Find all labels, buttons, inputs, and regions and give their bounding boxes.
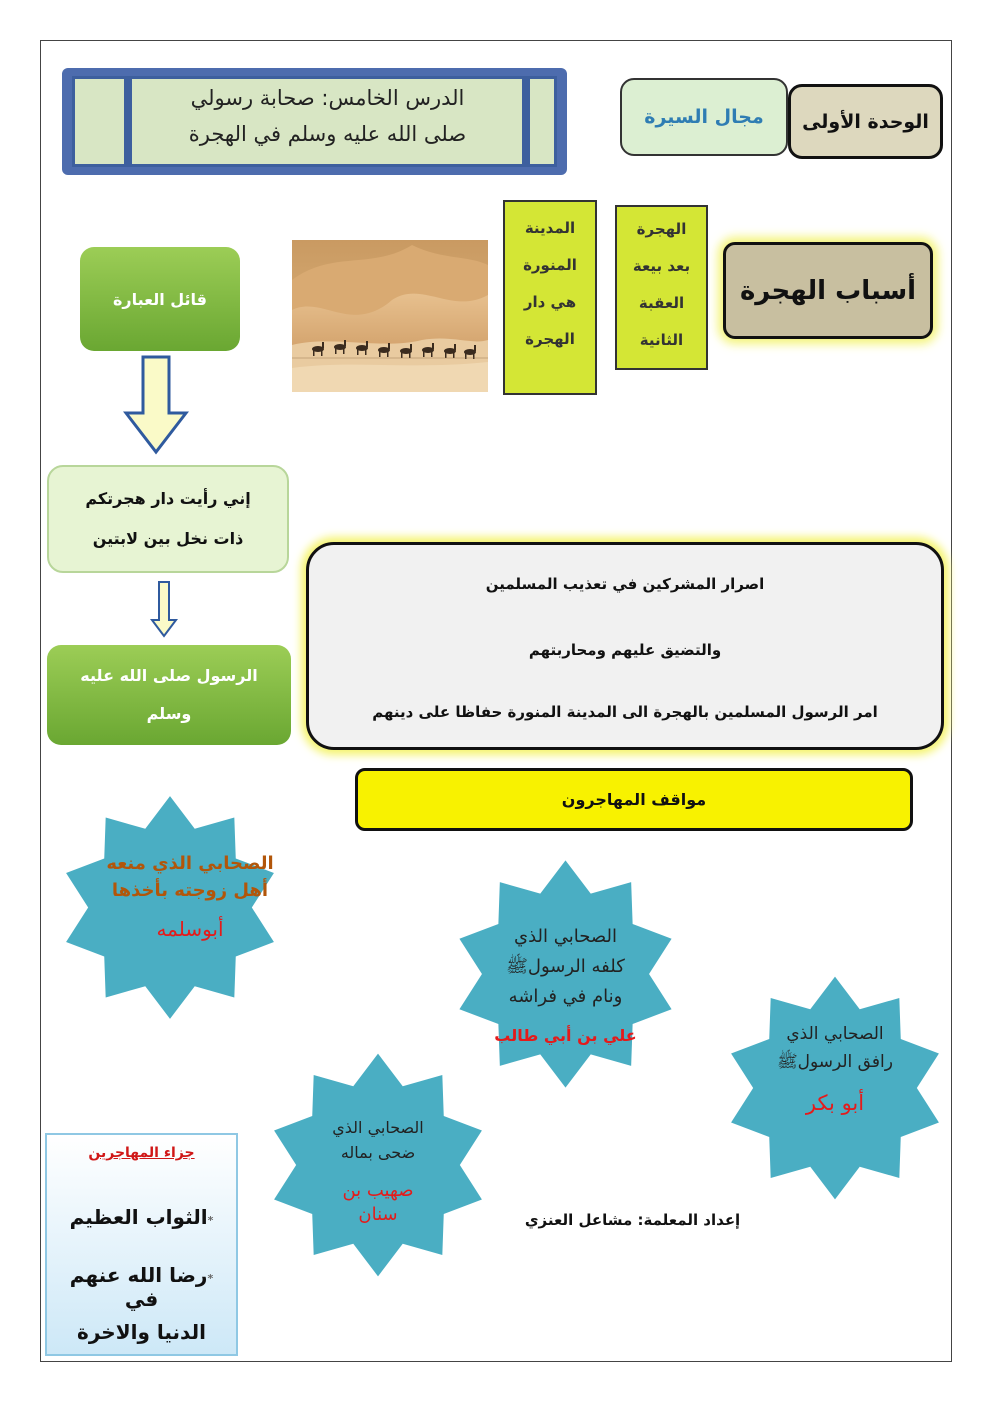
reason-box-madinah-line: الهجرة [525,330,575,348]
companion-suhaib-question: الصحابي الذي [332,1118,424,1137]
cause-item: اصرار المشركين في تعذيب المسلمين [485,575,765,593]
reason-box-aqaba-line: العقبة [638,294,685,312]
positions-title: مواقف المهاجرون [355,768,913,831]
quote-line1: إني رأيت دار هجرتكم [85,489,251,508]
reward-line2: رضا الله عنهم في [69,1263,208,1311]
quote-box [47,465,289,573]
causes-panel [306,542,944,750]
reasons-title: أسباب الهجرة [723,242,933,339]
companion-abubakr-question: رافق الرسولﷺ [777,1052,893,1072]
companion-wife [85,850,295,943]
quote-line2: ذات نخل بين لابتين [92,529,244,548]
companion-ali-question: ونام في فراشه [508,986,623,1007]
reward-title: جزاء المهاجرين [88,1145,195,1161]
reward-line3: الدنيا والاخرة [77,1320,206,1344]
reason-box-aqaba [615,205,708,370]
field-label: مجال السيرة [620,78,788,156]
desert-caravan-image [292,240,488,392]
companion-abubakr-name: أبو بكر [805,1091,865,1115]
reward-bullet: * [207,1272,214,1285]
speaker-label: قائل العبارة [80,247,240,351]
author-credit: إعداد المعلمة: مشاعل العنزي [524,1211,741,1229]
reason-box-aqaba-line: بعد بيعة [632,257,691,275]
down-arrow-small-icon [150,580,178,638]
companion-suhaib-name: سنان [358,1204,398,1225]
reward-line [53,1205,230,1229]
down-arrow-icon [123,355,189,455]
companion-wife-question: الصحابي الذي منعه [106,853,274,874]
reason-box-madinah-line: هي دار [523,293,577,311]
answer-box [47,645,291,745]
companion-wife-question: أهل زوجته بأخذها [111,880,269,901]
unit-label: الوحدة الأولى [788,84,943,159]
companion-suhaib-question: ضحى بماله [340,1143,416,1162]
reward-bullet: * [207,1214,214,1227]
lesson-title-divider-left [124,76,132,167]
reason-box-madinah-line: المدينة [524,219,576,237]
answer-line1: الرسول صلى الله عليه [80,666,258,685]
companion-ali-question: الصحابي الذي [514,926,617,947]
reward-line [53,1263,230,1311]
lesson-title-divider-right [522,76,530,167]
cause-item: والتضيق عليهم ومحاربتهم [528,641,722,659]
reason-box-aqaba-line: الهجرة [636,220,687,238]
answer-line2: وسلم [146,704,192,723]
reason-box-madinah [503,200,597,395]
reason-box-madinah-line: المنورة [523,256,577,274]
companion-abubakr [740,1020,930,1117]
companion-ali-name: علي بن أبي طالب [494,1026,637,1045]
companion-suhaib-name: صهيب بن [342,1180,414,1201]
companion-abubakr-question: الصحابي الذي [786,1024,884,1044]
reward-line1: الثواب العظيم [69,1205,208,1229]
reward-panel [45,1133,238,1356]
companion-wife-name: أبوسلمه [156,917,224,941]
reason-box-aqaba-line: الثانية [639,331,684,349]
lesson-title-line2: صلى الله عليه وسلم في الهجرة [188,122,467,146]
lesson-title-line1: الدرس الخامس: صحابة رسولي [190,86,465,110]
companion-suhaib [280,1115,476,1227]
lesson-title [135,80,520,164]
companion-ali-question: كلفه الرسولﷺ [506,956,625,977]
cause-item: امر الرسول المسلمين بالهجرة الى المدينة المنورة حفاظا على دينهم [372,703,878,721]
companion-ali [468,922,663,1049]
